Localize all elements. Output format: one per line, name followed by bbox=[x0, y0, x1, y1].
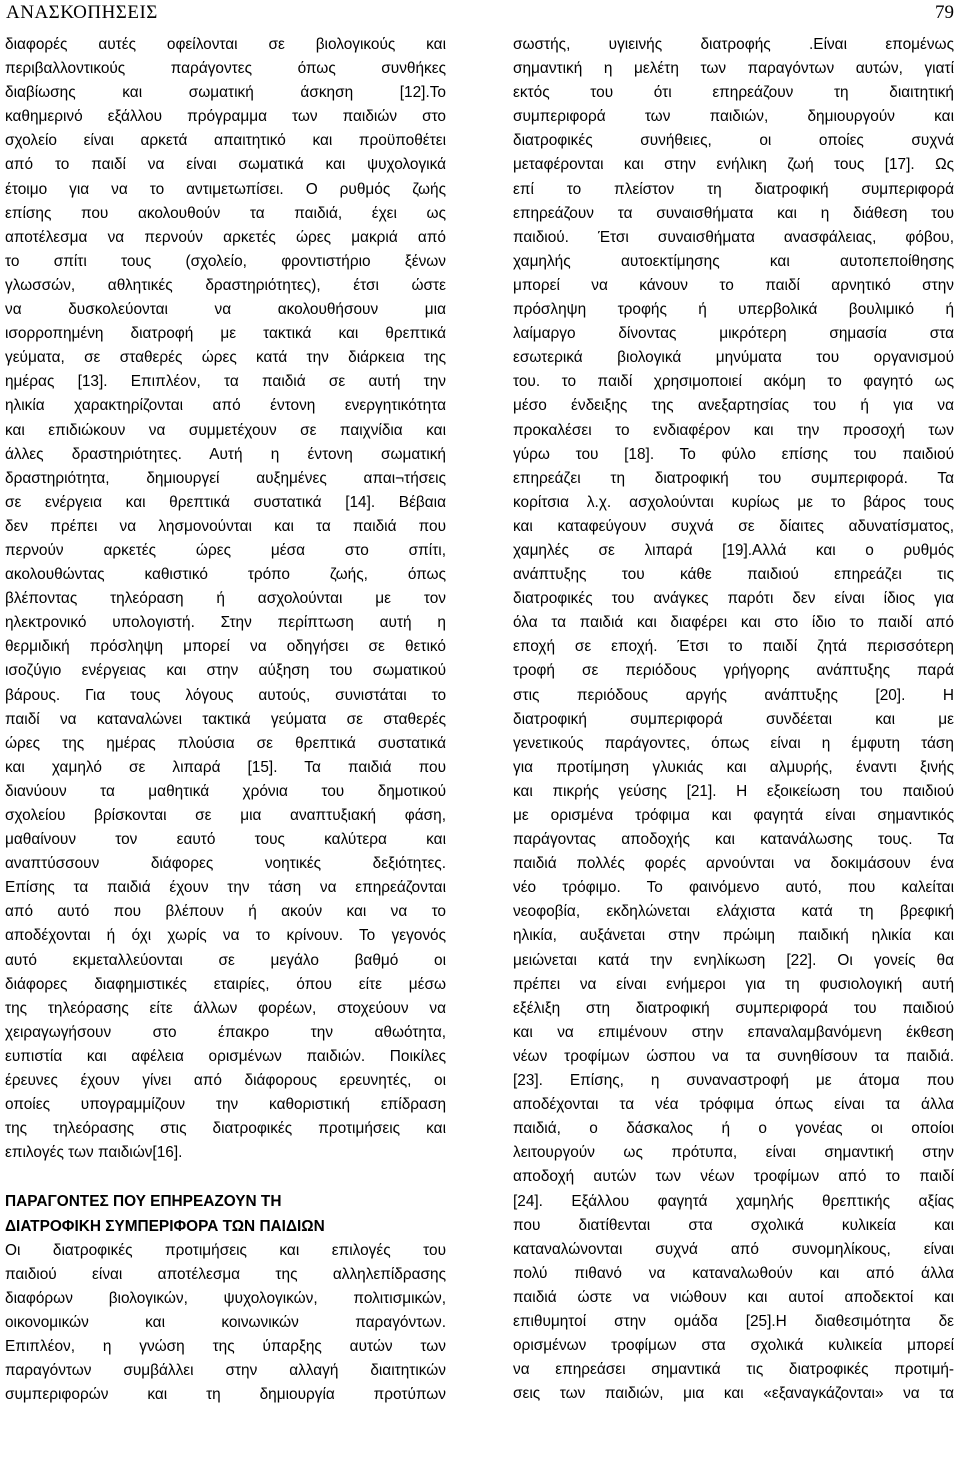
text-line: και επιδιώκουν να συμμετέχουν σε παιχνίδια και bbox=[5, 421, 446, 439]
text-line: ορισμένων τροφίμων στα σχολικά κυλικεία μπορεί bbox=[513, 1337, 954, 1355]
text-line: γλωσσών, αθλητικές δραστηριότητες), έτσι ώστε bbox=[5, 276, 446, 294]
right-column bbox=[513, 33, 954, 1406]
text-line: όλα τα παιδιά και διαφέρει και στο ίδιο το παιδί από bbox=[513, 614, 954, 632]
text-line: διαφόρων βιολογικών, ψυχολογικών, πολιτισμικών, bbox=[5, 1289, 446, 1307]
text-line: Επίσης τα παιδιά έχουν την τάση να επηρεάζονται bbox=[5, 879, 446, 897]
text-line: μαθαίνουν τον εαυτό τους καλύτερα και bbox=[5, 831, 446, 849]
text-line: το σπίτι τους (σχολείο, φροντιστήριο ξένων bbox=[5, 252, 446, 270]
text-line: αποδέχονται τα νέα τρόφιμα όπως είναι τα άλλα bbox=[513, 1096, 954, 1114]
text-line: οικονομικών και κοινωνικών παραγόντων. bbox=[5, 1313, 446, 1331]
text-line: παιδιά ώστε να νιώθουν και αυτοί αποδεκτοί και bbox=[513, 1288, 954, 1306]
text-line: παράγοντας αποδοχής και κατανάλωσης τους. Τα bbox=[513, 831, 954, 849]
text-line: αυτό εκμεταλλεύονται σε μεγάλο βαθμό οι bbox=[5, 951, 446, 969]
text-line: άλλες δραστηριότητες. Αυτή η έντονη σωματική bbox=[5, 445, 446, 463]
text-line: βλέποντας τηλεόραση ή ασχολούνται με τον bbox=[5, 590, 446, 608]
text-line: ισοζύγιο ενέργειας και στην αύξηση του σωματικού bbox=[5, 662, 446, 680]
text-line: γενετικούς παράγοντες, όπως είναι η έμφυτη τάση bbox=[513, 734, 954, 752]
section-paragraph bbox=[5, 1239, 446, 1408]
text-line: έτοιμο για να το αντιμετωπίσει. Ο ρυθμός ζωής bbox=[5, 180, 446, 198]
text-line: χαμηλής αυτοεκτίμησης και αυτοπεποίθησης bbox=[513, 252, 954, 270]
running-header-title: ΑΝΑΣΚΟΠΗΣΕΙΣ bbox=[6, 2, 158, 23]
text-line: διαφορές αυτές οφείλονται σε βιολογικούς και bbox=[5, 36, 446, 53]
text-line: σχολείου βρίσκονται σε μια αναπτυξιακή φάση, bbox=[5, 807, 446, 824]
text-line: εκτός του ότι επηρεάζουν τη διαιτητική bbox=[513, 84, 954, 102]
text-line: για προτίμηση γλυκιάς και αλμυρής, έναντι ξινής bbox=[513, 758, 954, 776]
text-line: καθημερινό εξάλλου πρόγραμμα των παιδιών στο bbox=[5, 108, 446, 126]
text-line: νέο τρόφιμο. Το φαινόμενο αυτό, που καλείται bbox=[513, 879, 954, 897]
text-line: τροφή σε περιόδους γρήγορης ανάπτυξης παρά bbox=[513, 662, 954, 680]
text-line: [24]. Εξάλλου φαγητά χαμηλής θρεπτικής αξίας bbox=[513, 1192, 954, 1210]
text-line: διατροφική συμπεριφορά συνδέεται και με bbox=[513, 710, 954, 728]
text-line: ευπιστία και αφέλεια ορισμένων παιδιών. Ποικίλες bbox=[5, 1047, 446, 1065]
right-paragraph bbox=[513, 33, 954, 1406]
text-line: εποχή σε εποχή. Έτσι το παιδί ζητά περισσότερη bbox=[513, 638, 954, 656]
text-line: ακολουθώντας καθιστικό τρόπο ζωής, όπως bbox=[5, 566, 446, 584]
text-line: μπορεί να κάνουν το παιδί αρνητικό στην bbox=[513, 276, 954, 294]
text-line: με ορισμένα τρόφιμα και φαγητά είναι σημαντικός bbox=[513, 807, 954, 824]
text-line: διατροφικές συνήθειες, οι οποίες συχνά bbox=[513, 132, 954, 150]
heading-line: ΔΙΑΤΡΟΦΙΚΗ ΣΥΜΠΕΡΙΦΟΡΑ ΤΩΝ ΠΑΙΔΙΩΝ bbox=[5, 1217, 325, 1235]
text-line: σημαντική η μελέτη των παραγόντων αυτών, γιατί bbox=[513, 60, 954, 78]
text-line: ανάπτυξης του κάθε παιδιού επηρεάζει τις bbox=[513, 566, 954, 584]
text-line: παιδιού. Έτσι συναισθήματα ανασφάλειας, φόβου, bbox=[513, 228, 954, 246]
text-line: πρέπει να είναι ενήμεροι για τη φυσιολογική αυτή bbox=[513, 975, 954, 993]
text-line: να επηρεάσει σημαντικά τις διατροφικές προτιμή- bbox=[513, 1361, 954, 1379]
text-line: αναπτύσσουν διάφορες νοητικές δεξιότητες. bbox=[5, 855, 446, 873]
text-line: παιδιά πολλές φορές αρνούνται να δοκιμάσουν ένα bbox=[513, 855, 954, 873]
text-line: επιθυμητοί στην ομάδα [25].Η διαθεσιμότητα δε bbox=[513, 1312, 954, 1330]
text-line: περνούν αρκετές ώρες μέσα στο σπίτι, bbox=[5, 541, 446, 559]
section-heading bbox=[5, 1190, 446, 1238]
text-line: [23]. Επίσης, η συναναστροφή με άτομα που bbox=[513, 1072, 954, 1090]
text-line: της τηλεόρασης είτε άλλων φορέων, στοχεύουν να bbox=[5, 999, 446, 1017]
text-line: διαβίωσης και σωματική άσκηση [12].Το bbox=[5, 84, 446, 102]
text-line: εξέλιξη στη διατροφική συμπεριφορά του παιδιού bbox=[513, 999, 954, 1017]
text-line: χαμηλές σε λιπαρά [19].Αλλά και ο ρυθμός bbox=[513, 541, 954, 559]
text-line: γύρω του [18]. Το φύλο επίσης του παιδιού bbox=[513, 445, 954, 463]
text-line: Επιπλέον, η γνώση της ύπαρξης αυτών των bbox=[5, 1337, 446, 1355]
text-line: διανύουν τα μαθητικά χρόνια του δημοτικού bbox=[5, 782, 446, 800]
heading-line: ΠΑΡΑΓΟΝΤΕΣ ΠΟΥ ΕΠΗΡΕΑΖΟΥΝ ΤΗ bbox=[5, 1193, 282, 1211]
text-line: κορίτσια λ.χ. ασχολούνται κυρίως με το βάρος τους bbox=[513, 493, 954, 511]
text-line: δραστηριότητα, δημιουργεί αυξημένες απαι¬τήσεις bbox=[5, 469, 446, 487]
text-line: νεοφοβία, εκδηλώνεται ελάχιστα κατά τη βρεφική bbox=[513, 903, 954, 921]
intro-paragraph bbox=[5, 33, 446, 1165]
text-line: σε ενέργεια και θρεπτικά συστατικά [14]. Βέβαια bbox=[5, 493, 446, 511]
text-line: ηλικία, αυξάνεται στην πρώιμη παιδική ηλικία και bbox=[513, 927, 954, 945]
text-line: οποίες υπογραμμίζουν την καθοριστική επίδραση bbox=[5, 1096, 446, 1114]
text-line: ισορροπημένη διατροφή με τακτικά και θρεπτικά bbox=[5, 325, 446, 343]
text-line: και να επιμένουν στην επαναλαμβανόμενη έκθεση bbox=[513, 1023, 954, 1041]
text-line: αποδέχονται ή όχι χωρίς να το κρίνουν. Το γεγονός bbox=[5, 927, 446, 945]
text-line: διάφορες διαφημιστικές εταιρίες, όπου είτε μέσω bbox=[5, 975, 446, 993]
text-line: αποδοχή αυτών των νέων τροφίμων από το παιδί bbox=[513, 1168, 954, 1186]
page-number: 79 bbox=[935, 2, 954, 23]
text-line: και καταφεύγουν συχνά σε δίαιτες αδυνατίσματος, bbox=[513, 517, 954, 535]
text-line: μειώνεται κατά την ενηλίκωση [22]. Οι γονείς θα bbox=[513, 951, 954, 969]
text-line: συμπεριφορά των παιδιών, δημιουργούν και bbox=[513, 108, 954, 126]
text-line: επηρεάζει τη διατροφική του συμπεριφορά. Τα bbox=[513, 469, 954, 487]
text-line: θερμιδική πρόσληψη μπορεί να οδηγήσει σε θετικό bbox=[5, 638, 446, 656]
text-line: παιδί να καταναλώνει τακτικά γεύματα σε σταθερές bbox=[5, 710, 446, 728]
text-line: χειραγωγήσουν στο έπακρο την αθωότητα, bbox=[5, 1023, 446, 1041]
text-line: δεν πρέπει να λησμονούνται και τα παιδιά που bbox=[5, 517, 446, 535]
text-line: μέσο ένδειξης της ανεξαρτησίας του ή για να bbox=[513, 397, 954, 415]
text-line: της τηλεόρασης στις διατροφικές προτιμήσεις και bbox=[5, 1120, 446, 1138]
text-line: πολύ πιθανό να καταναλωθούν και από άλλα bbox=[513, 1264, 954, 1282]
text-line: λειτουργούν ως πρότυπα, είναι σημαντική στην bbox=[513, 1144, 954, 1162]
text-line: παιδιού είναι αποτέλεσμα της αλληλεπίδρασης bbox=[5, 1265, 446, 1283]
text-line: γεύματα, σε σταθερές ώρες κατά την διάρκεια της bbox=[5, 349, 446, 367]
text-line: και χαμηλό σε λιπαρά [15]. Τα παιδιά που bbox=[5, 758, 446, 776]
text-line: προκαλέσει το ενδιαφέρον και την προσοχή των bbox=[513, 421, 954, 439]
text-line: να δυσκολεύονται να ακολουθήσουν μια bbox=[5, 301, 446, 319]
text-line: βάρους. Για τους λόγους αυτούς, συνιστάται το bbox=[5, 686, 446, 704]
text-line: εσωτερικά βιολογικά μηνύματα του οργανισμού bbox=[513, 349, 954, 367]
text-line: νέων τροφίμων ώσπου να τα συνηθίσουν τα παιδιά. bbox=[513, 1047, 954, 1065]
text-line: Οι διατροφικές προτιμήσεις και επιλογές του bbox=[5, 1241, 446, 1259]
text-line: ηλεκτρονικό υπολογιστή. Στην περίπτωση αυτή η bbox=[5, 614, 446, 632]
text-line: καταναλώνονται συχνά από συνομηλίκους, είναι bbox=[513, 1240, 954, 1258]
text-line: επιλογές των παιδιών[16]. bbox=[5, 1144, 183, 1162]
text-line: επίσης που ακολουθούν τα παιδιά, έχει ως bbox=[5, 204, 446, 222]
text-line: σχολείο είναι αρκετά απαιτητικό και προϋποθέτει bbox=[5, 132, 446, 150]
text-line: σεις των παιδιών, μια και «εξαναγκάζονται» να τα bbox=[513, 1385, 954, 1403]
text-line: περιβαλλοντικούς παράγοντες όπως συνθήκες bbox=[5, 60, 446, 78]
text-line: λαίμαργο δίνοντας μικρότερη σημασία στα bbox=[513, 325, 954, 343]
section-spacer bbox=[5, 1165, 446, 1190]
text-line: μεταφέρονται και στην ενήλικη ζωή τους [17]. Ως bbox=[513, 156, 954, 174]
text-line: στις περιόδους αργής ανάπτυξης [20]. Η bbox=[513, 686, 954, 704]
text-line: παιδιά, ο δάσκαλος ή ο γονέας οι οποίοι bbox=[513, 1120, 954, 1138]
text-line: ημέρας [13]. Επιπλέον, τα παιδιά σε αυτή την bbox=[5, 373, 446, 391]
text-line: συμπεριφορών και τη δημιουργία προτύπων bbox=[5, 1386, 446, 1404]
left-column bbox=[5, 33, 446, 1407]
text-line: ώρες της ημέρας πλούσια σε θρεπτικά συστατικά bbox=[5, 734, 446, 752]
text-line: επί το πλείστον τη διατροφική συμπεριφορά bbox=[513, 180, 954, 198]
text-line: από το παιδί να είναι σωματικά και ψυχολογικά bbox=[5, 156, 446, 174]
text-line: αποτέλεσμα να περνούν αρκετές ώρες μακριά από bbox=[5, 228, 446, 246]
text-line: από αυτό που βλέπουν ή ακούν και να το bbox=[5, 903, 446, 921]
text-line: πρόσληψη τροφής ή υπερβολικά βουλιμικό ή bbox=[513, 301, 954, 319]
text-line: διατροφικές του ανάγκες παρότι δεν είναι ίδιος για bbox=[513, 590, 954, 608]
text-line: που διατίθενται στα σχολικά κυλικεία και bbox=[513, 1216, 954, 1234]
text-line: και πικρής γεύσης [21]. Η εξοικείωση του παιδιού bbox=[513, 782, 954, 800]
text-line: ηλικία χαρακτηρίζονται από έντονη ενεργητικότητα bbox=[5, 397, 446, 415]
text-line: παραγόντων συμβάλλει στην αλλαγή διαιτητικών bbox=[5, 1362, 446, 1380]
text-line: του. το παιδί χρησιμοποιεί ακόμη το φαγητό ως bbox=[513, 373, 954, 391]
text-line: επηρεάζουν τα συναισθήματα και η διάθεση του bbox=[513, 204, 954, 222]
text-line: σωστής, υγιεινής διατροφής .Είναι επομένως bbox=[513, 36, 954, 53]
text-line: έρευνες έχουν γίνει από διάφορους ερευνητές, οι bbox=[5, 1072, 446, 1090]
